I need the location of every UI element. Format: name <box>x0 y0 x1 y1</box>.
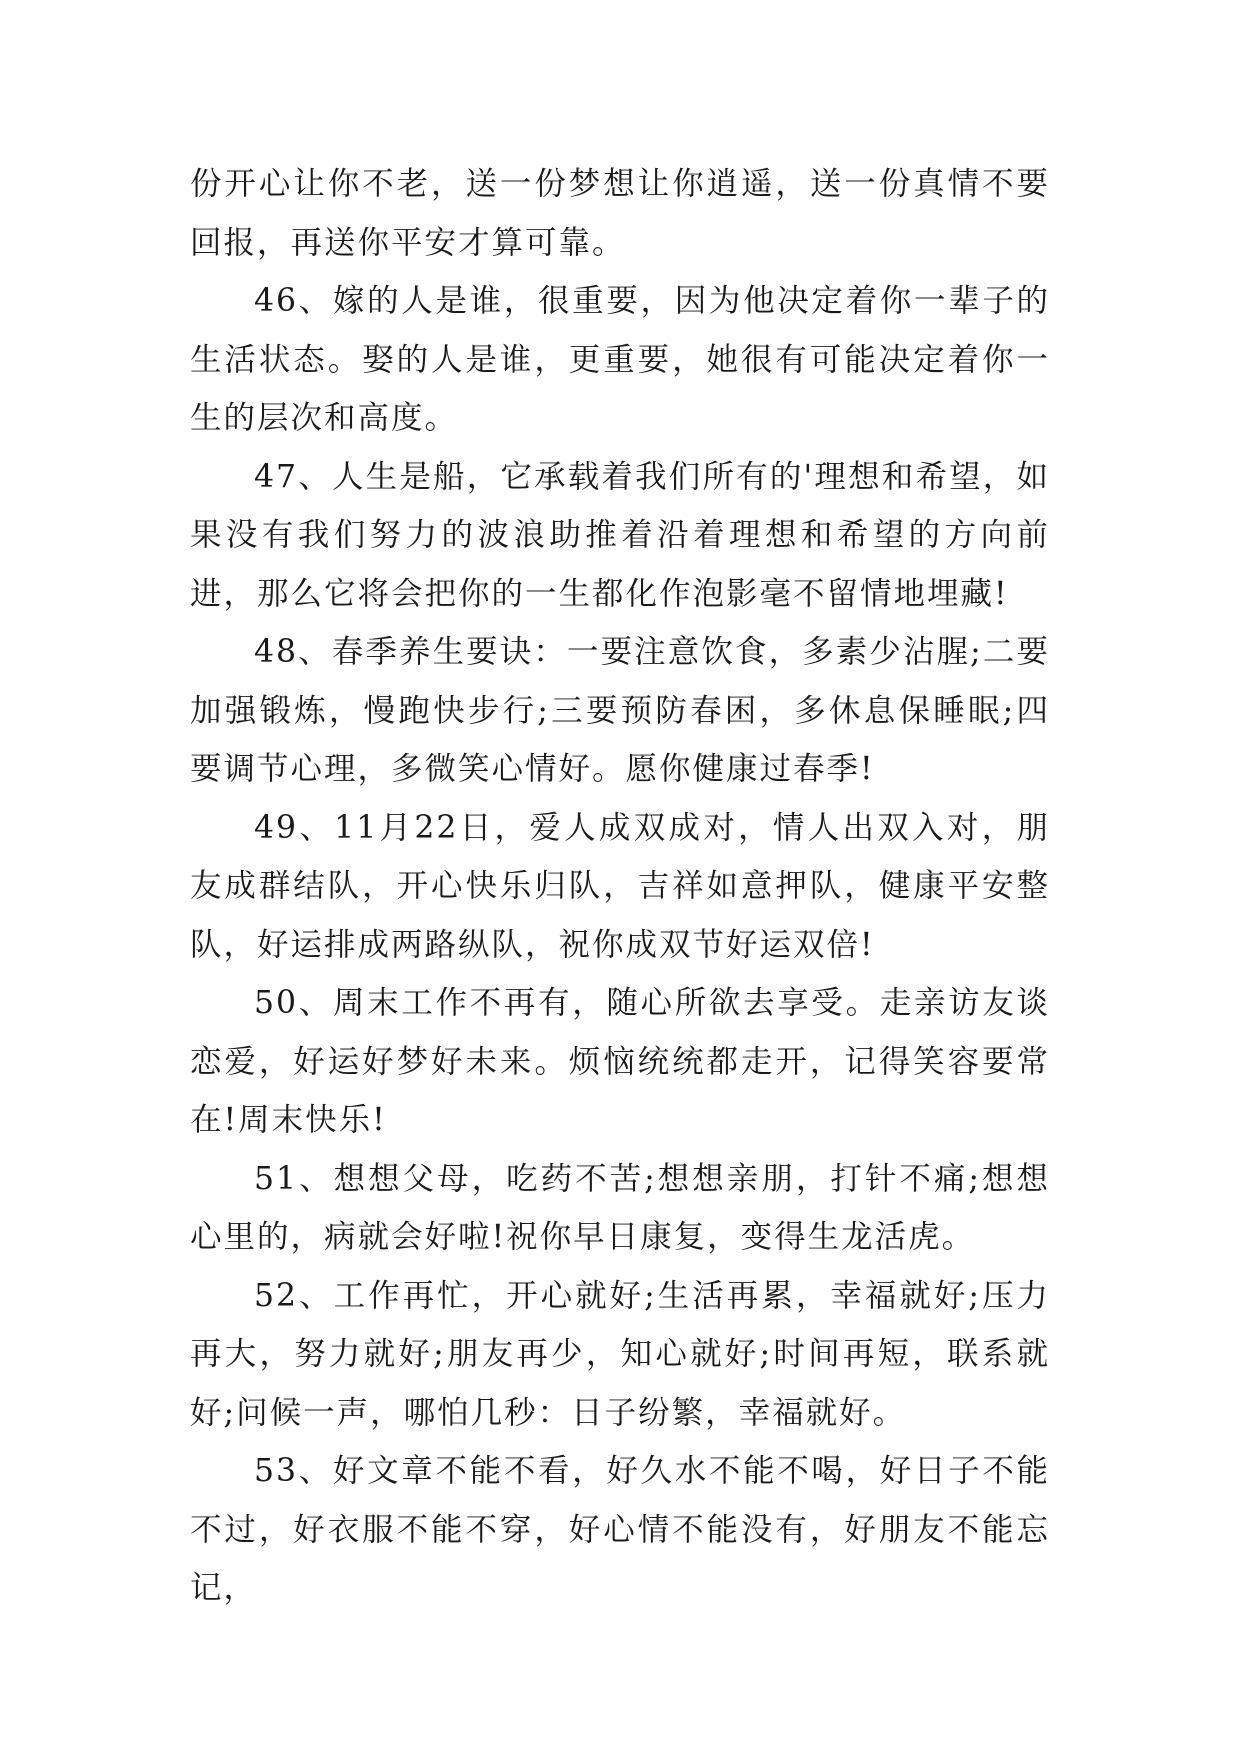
paragraph-continuation: 份开心让你不老，送一份梦想让你逍遥，送一份真情不要回报，再送你平安才算可靠。 <box>190 166 1050 261</box>
paragraph-51: 51、想想父母，吃药不苦;想想亲朋，打针不痛;想想心里的，病就会好啦!祝你早日康复，变得生龙活虎。 <box>190 1160 1050 1255</box>
paragraph-52: 52、工作再忙，开心就好;生活再累，幸福就好;压力再大，努力就好;朋友再少，知心就好;时间再短，联系就好;问候一声，哪怕几秒：日子纷繁，幸福就好。 <box>190 1277 1050 1431</box>
paragraph-49: 49、11月22日，爱人成双成对，情人出双入对，朋友成群结队，开心快乐归队，吉祥如意押队，健康平安整队，好运排成两路纵队，祝你成双节好运双倍! <box>190 809 1050 963</box>
paragraph-53: 53、好文章不能不看，好久水不能不喝，好日子不能不过，好衣服不能不穿，好心情不能没有，好朋友不能忘记， <box>190 1453 1050 1606</box>
paragraph-47: 47、人生是船，它承载着我们所有的'理想和希望，如果没有我们努力的波浪助推着沿着理想和希望的方向前进，那么它将会把你的一生都化作泡影毫不留情地埋藏! <box>190 458 1050 612</box>
document-body <box>190 155 1050 1618</box>
paragraph-50: 50、周末工作不再有，随心所欲去享受。走亲访友谈恋爱，好运好梦好未来。烦恼统统都走开，记得笑容要常在!周末快乐! <box>190 985 1050 1138</box>
paragraph-48: 48、春季养生要诀：一要注意饮食，多素少沾腥;二要加强锻炼，慢跑快步行;三要预防春困，多休息保睡眠;四要调节心理，多微笑心情好。愿你健康过春季! <box>190 634 1050 787</box>
paragraph-46: 46、嫁的人是谁，很重要，因为他决定着你一辈子的生活状态。娶的人是谁，更重要，她很有可能决定着你一生的层次和高度。 <box>190 283 1050 436</box>
